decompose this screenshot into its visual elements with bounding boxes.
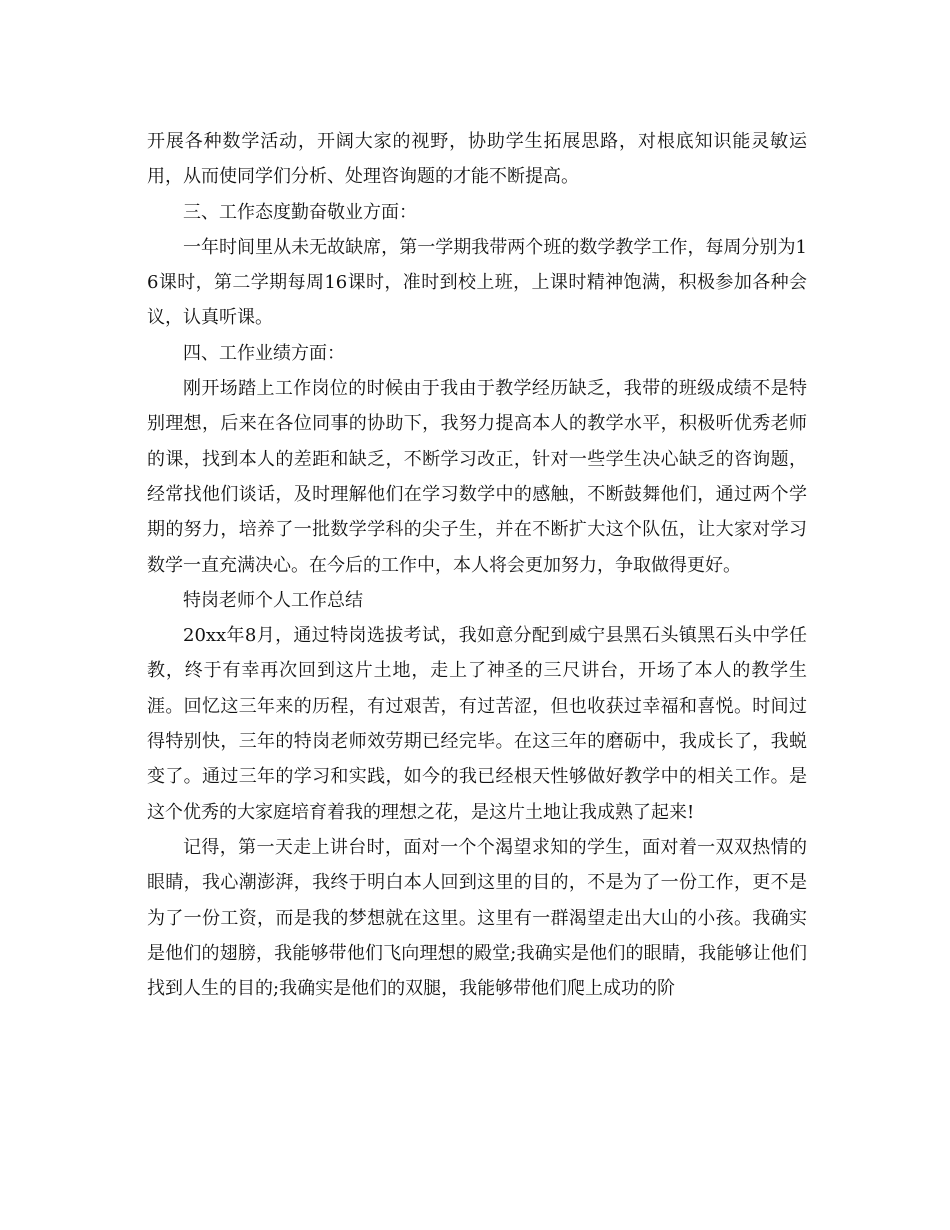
section-heading-work-performance: 四、工作业绩方面： [183,342,345,364]
paragraph-first-day: 记得，第一天走上讲台时，面对一个个渴望求知的学生，面对着一双双热情的眼睛，我心潮澎湃，我终于明白本人回到这里的目的，不是为了一份工作，更不是为了一份工资，而是我的梦想就在这里。这里有一群渴望走出大山的小孩。我确实是他们的翅膀，我能够带他们飞向理想的殿堂;我确实是他们的眼睛，我能够让他们找到人生的目的;我确实是他们的双腿，我能够带他们爬上成功的阶 [147,836,807,1000]
paragraph-performance: 刚开场踏上工作岗位的时候由于我由于教学经历缺乏，我带的班级成绩不是特别理想，后来在各位同事的协助下，我努力提高本人的教学水平，积极听优秀老师的课，找到本人的差距和缺乏，不断学习改正，针对一些学生决心缺乏的咨询题，经常找他们谈话，及时理解他们在学习数学中的感触，不断鼓舞他们，通过两个学期的努力，培养了一批数学学科的尖子生，并在不断扩大这个队伍，让大家对学习数学一直充满决心。在今后的工作中，本人将会更加努力，争取做得更好。 [147,378,807,576]
paragraph-assignment: 20xx年8月，通过特岗选拔考试，我如意分配到威宁县黑石头镇黑石头中学任教，终于有幸再次回到这片土地，走上了神圣的三尺讲台，开场了本人的教学生涯。回忆这三年来的历程，有过艰苦，有过苦涩，但也收获过幸福和喜悦。时间过得特别快，三年的特岗老师效劳期已经完毕。在这三年的磨砺中，我成长了，我蜕变了。通过三年的学习和实践，如今的我已经根天性够做好教学中的相关工作。是这个优秀的大家庭培育着我的理想之花，是这片土地让我成熟了起来! [147,625,807,823]
paragraph-attendance: 一年时间里从未无故缺席，第一学期我带两个班的数学教学工作，每周分别为16课时，第二学期每周16课时，准时到校上班，上课时精神饱满，积极参加各种会议，认真听课。 [147,236,807,329]
document-subtitle: 特岗老师个人工作总结 [183,589,363,611]
paragraph-continuation: 开展各种数学活动，开阔大家的视野，协助学生拓展思路，对根底知识能灵敏运用，从而使同学们分析、处理咨询题的才能不断提高。 [147,131,807,188]
section-heading-work-attitude: 三、工作态度勤奋敬业方面： [183,201,417,223]
document-body [147,124,807,1006]
